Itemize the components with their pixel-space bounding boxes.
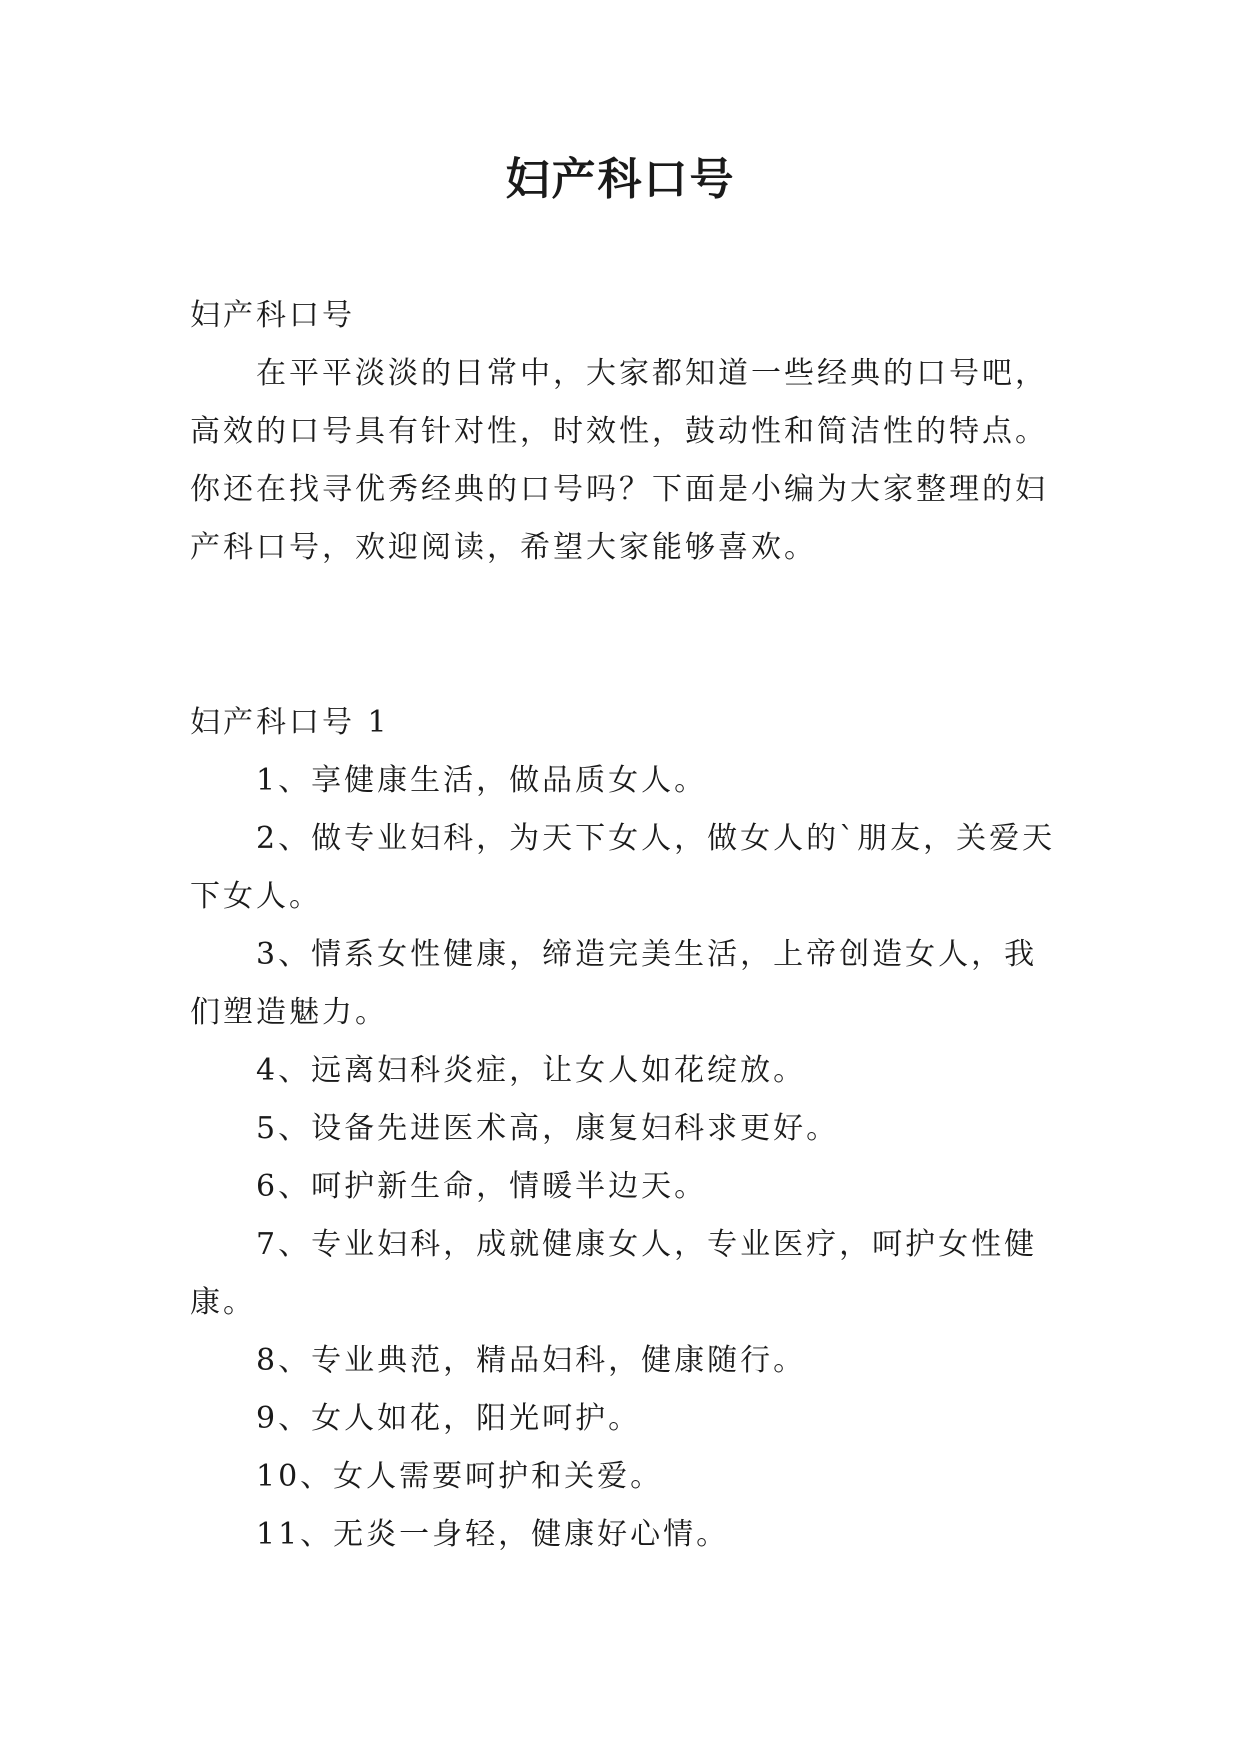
- document-title: 妇产科口号: [505, 154, 736, 205]
- slogan-item: 6、呵护新生命，情暖半边天。: [256, 1169, 708, 1204]
- slogan-item: 3、情系女性健康，缔造完美生活，上帝创造女人，我们塑造魅力。: [190, 937, 1038, 1030]
- slogan-item: 11、无炎一身轻，健康好心情。: [256, 1517, 730, 1552]
- slogan-item: 9、女人如花，阳光呵护。: [256, 1401, 642, 1436]
- article-heading: 妇产科口号: [190, 298, 355, 333]
- slogan-item: 2、做专业妇科，为天下女人，做女人的`朋友，关爱天下女人。: [190, 821, 1056, 914]
- slogan-list: [190, 752, 1070, 1564]
- slogan-item: 4、远离妇科炎症，让女人如花绽放。: [256, 1053, 807, 1088]
- slogan-item: 7、专业妇科，成就健康女人，专业医疗，呵护女性健康。: [190, 1227, 1038, 1320]
- slogan-item: 1、享健康生活，做品质女人。: [256, 763, 708, 798]
- slogan-item: 8、专业典范，精品妇科，健康随行。: [256, 1343, 807, 1378]
- slogan-item: 10、女人需要呵护和关爱。: [256, 1459, 664, 1494]
- intro-paragraph: 在平平淡淡的日常中，大家都知道一些经典的口号吧，高效的口号具有针对性，时效性，鼓动性和简洁性的特点。你还在找寻优秀经典的口号吗？下面是小编为大家整理的妇产科口号，欢迎阅读，希望大家能够喜欢。: [190, 356, 1048, 565]
- slogan-item: 5、设备先进医术高，康复妇科求更好。: [256, 1111, 840, 1146]
- section-heading: 妇产科口号 1: [190, 705, 390, 740]
